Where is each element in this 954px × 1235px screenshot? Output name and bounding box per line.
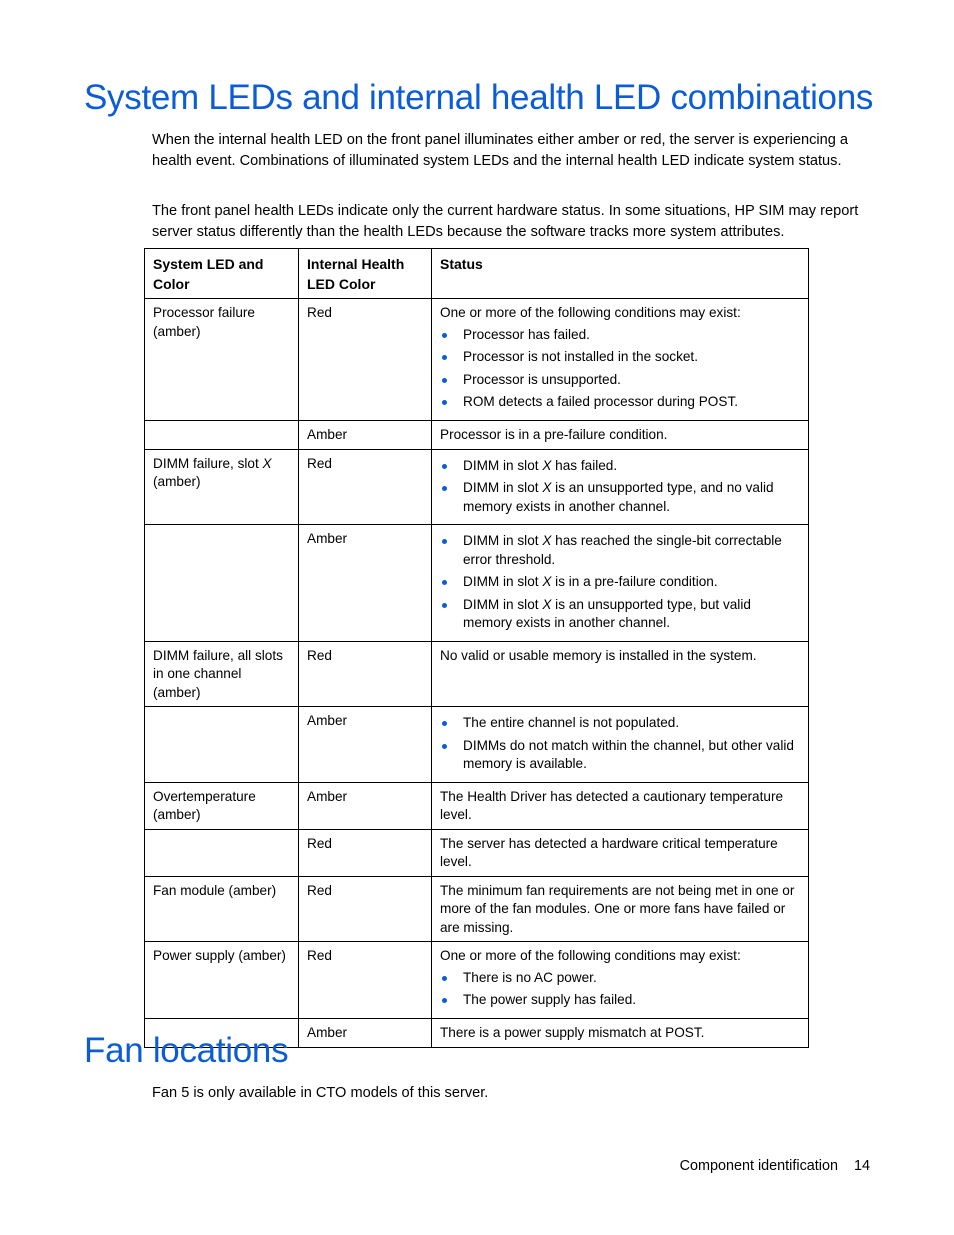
header-internal-health: Internal Health LED Color xyxy=(299,249,432,299)
list-item: DIMM in slot X is in a pre-failure condition. xyxy=(440,573,800,592)
table-row xyxy=(145,525,809,642)
list-item: The power supply has failed. xyxy=(440,991,800,1010)
intro-paragraph: When the internal health LED on the front panel illuminates either amber or red, the server is experiencing a health event. Combinations of illuminated system LEDs and the internal health LED indicate system status. xyxy=(152,132,849,169)
health-led-cell: Red xyxy=(299,942,432,1019)
list-item: DIMM in slot X is an unsupported type, and no valid memory exists in another channel. xyxy=(440,479,800,516)
health-led-cell: Amber xyxy=(299,1018,432,1047)
health-led-cell: Red xyxy=(299,299,432,421)
system-led-cell: DIMM failure, all slots in one channel (amber) xyxy=(145,641,299,707)
status-cell: The minimum fan requirements are not being met in one or more of the fan modules. One or more fans have failed or are missing. xyxy=(432,876,809,942)
status-cell: The Health Driver has detected a cautionary temperature level. xyxy=(432,782,809,829)
system-led-cell: DIMM failure, slot X (amber) xyxy=(145,449,299,525)
list-item: DIMMs do not match within the channel, but other valid memory is available. xyxy=(440,737,800,774)
table-row xyxy=(145,420,809,449)
table-row xyxy=(145,942,809,1019)
health-led-cell: Red xyxy=(299,449,432,525)
table-row xyxy=(145,876,809,942)
table-row xyxy=(145,829,809,876)
system-led-cell xyxy=(145,829,299,876)
list-item: The entire channel is not populated. xyxy=(440,714,800,733)
list-item: Processor is unsupported. xyxy=(440,371,800,390)
list-item: There is no AC power. xyxy=(440,969,800,988)
health-led-cell: Amber xyxy=(299,420,432,449)
page-number: 14 xyxy=(853,1158,870,1174)
health-led-cell: Red xyxy=(299,876,432,942)
list-item: DIMM in slot X is an unsupported type, but valid memory exists in another channel. xyxy=(440,596,800,633)
status-cell: There is a power supply mismatch at POST. xyxy=(432,1018,809,1047)
list-item: ROM detects a failed processor during POST. xyxy=(440,393,800,412)
system-led-cell: Power supply (amber) xyxy=(145,942,299,1019)
system-led-cell: Fan module (amber) xyxy=(145,876,299,942)
section-title-fan-locations: Fan locations xyxy=(84,1031,289,1070)
page-footer xyxy=(680,1158,870,1174)
status-cell: The server has detected a hardware critical temperature level. xyxy=(432,829,809,876)
status-list xyxy=(440,532,800,633)
table-row xyxy=(145,449,809,525)
system-led-cell: Processor failure (amber) xyxy=(145,299,299,421)
fan-note-paragraph: Fan 5 is only available in CTO models of this server. xyxy=(152,1085,489,1101)
status-lead: One or more of the following conditions may exist: xyxy=(440,948,741,963)
header-status: Status xyxy=(432,249,809,299)
status-cell xyxy=(432,299,809,421)
status-cell: No valid or usable memory is installed in the system. xyxy=(432,641,809,707)
list-item: DIMM in slot X has failed. xyxy=(440,457,800,476)
status-list xyxy=(440,714,800,774)
section-title-system-leds: System LEDs and internal health LED combinations xyxy=(84,78,874,117)
table-header-row xyxy=(145,249,809,299)
table-row xyxy=(145,707,809,783)
status-cell xyxy=(432,449,809,525)
status-cell: Processor is in a pre-failure condition. xyxy=(432,420,809,449)
health-led-cell: Red xyxy=(299,829,432,876)
header-system-led: System LED and Color xyxy=(145,249,299,299)
status-list xyxy=(440,969,800,1010)
system-led-cell xyxy=(145,525,299,642)
health-led-cell: Red xyxy=(299,641,432,707)
table-row xyxy=(145,641,809,707)
footer-section-name: Component identification xyxy=(679,1158,838,1174)
status-list xyxy=(440,457,800,517)
list-item: DIMM in slot X has reached the single-bit correctable error threshold. xyxy=(440,532,800,569)
system-led-cell: Overtemperature (amber) xyxy=(145,782,299,829)
status-cell xyxy=(432,525,809,642)
health-led-note-paragraph: The front panel health LEDs indicate only the current hardware status. In some situations, HP SIM may report server status differently than the health LEDs because the software tracks more system attributes. xyxy=(152,203,859,240)
system-led-cell xyxy=(145,420,299,449)
status-cell xyxy=(432,707,809,783)
status-list xyxy=(440,326,800,412)
table-row xyxy=(145,782,809,829)
health-led-cell: Amber xyxy=(299,707,432,783)
status-cell xyxy=(432,942,809,1019)
health-led-cell: Amber xyxy=(299,525,432,642)
status-lead: One or more of the following conditions may exist: xyxy=(440,305,741,320)
health-led-cell: Amber xyxy=(299,782,432,829)
list-item: Processor has failed. xyxy=(440,326,800,345)
led-combinations-table xyxy=(144,248,809,1048)
table-row xyxy=(145,299,809,421)
list-item: Processor is not installed in the socket. xyxy=(440,348,800,367)
system-led-cell xyxy=(145,707,299,783)
